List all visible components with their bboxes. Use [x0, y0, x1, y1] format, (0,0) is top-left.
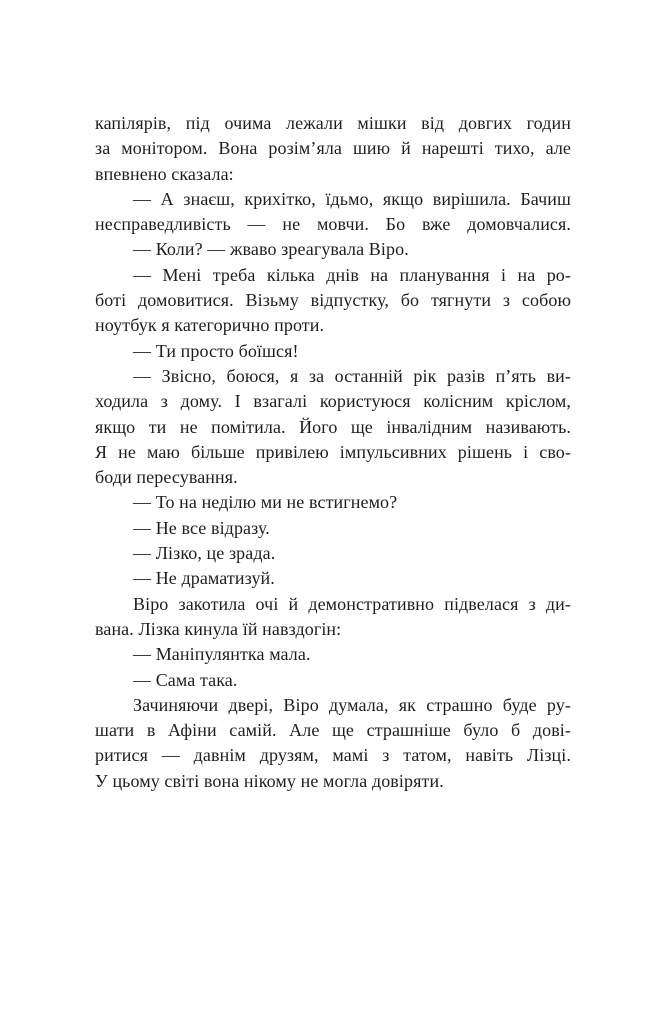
text-line: — Маніпулянтка мала. [133, 644, 311, 665]
text-line: Я не маю більше привілею імпульсивних рішень і сво- [95, 441, 571, 462]
text-line: — А знаєш, крихітко, їдьмо, якщо вирішила. Бачиш [133, 188, 571, 209]
text-line: Віро закотила очі й демонстративно підвелася з ди- [133, 593, 571, 614]
text-line: — Ти просто боїшся! [133, 340, 299, 361]
text-line: — Лізко, це зрада. [133, 543, 276, 564]
text-line: — То на неділю ми не встигнемо? [133, 492, 398, 513]
text-line: впевнено сказала: [95, 163, 234, 184]
text-line: — Сама така. [133, 669, 238, 690]
text-line: вана. Лізка кинула їй навздогін: [95, 618, 342, 639]
text-block [95, 111, 571, 794]
text-line: ноутбук я категорично проти. [95, 315, 325, 336]
text-line: Зачиняючи двері, Віро думала, як страшно буде ру- [133, 694, 571, 715]
text-line: — Звісно, боюся, я за останній рік разів п’ять ви- [133, 365, 571, 386]
text-line: У цьому світі вона нікому не могла довіряти. [95, 770, 444, 791]
text-line: боди пересування. [95, 467, 238, 488]
text-line: — Коли? — жваво зреагувала Віро. [133, 239, 409, 260]
text-line: шати в Афіни самій. Але ще страшніше було б дові- [95, 720, 571, 741]
text-line: ритися — давнім друзям, мамі з татом, навіть Лізці. [95, 745, 571, 766]
text-line: якщо ти не помітила. Його ще інвалідним називають. [95, 416, 571, 437]
text-line: — Не все відразу. [133, 517, 270, 538]
text-line: боті домовитися. Візьму відпустку, бо тягнути з собою [95, 290, 571, 311]
text-line: капілярів, під очима лежали мішки від довгих годин [95, 113, 571, 133]
text-line: за монітором. Вона розім’яла шию й нарешті тихо, але [95, 138, 571, 159]
text-line: несправедливість — не мовчи. Бо вже домовчалися. [95, 214, 571, 235]
text-line: — Мені треба кілька днів на планування і на ро- [133, 264, 571, 285]
text-line: ходила з дому. І взагалі користуюся колісним кріслом, [95, 391, 571, 412]
text-line: — Не драматизуй. [133, 568, 275, 589]
